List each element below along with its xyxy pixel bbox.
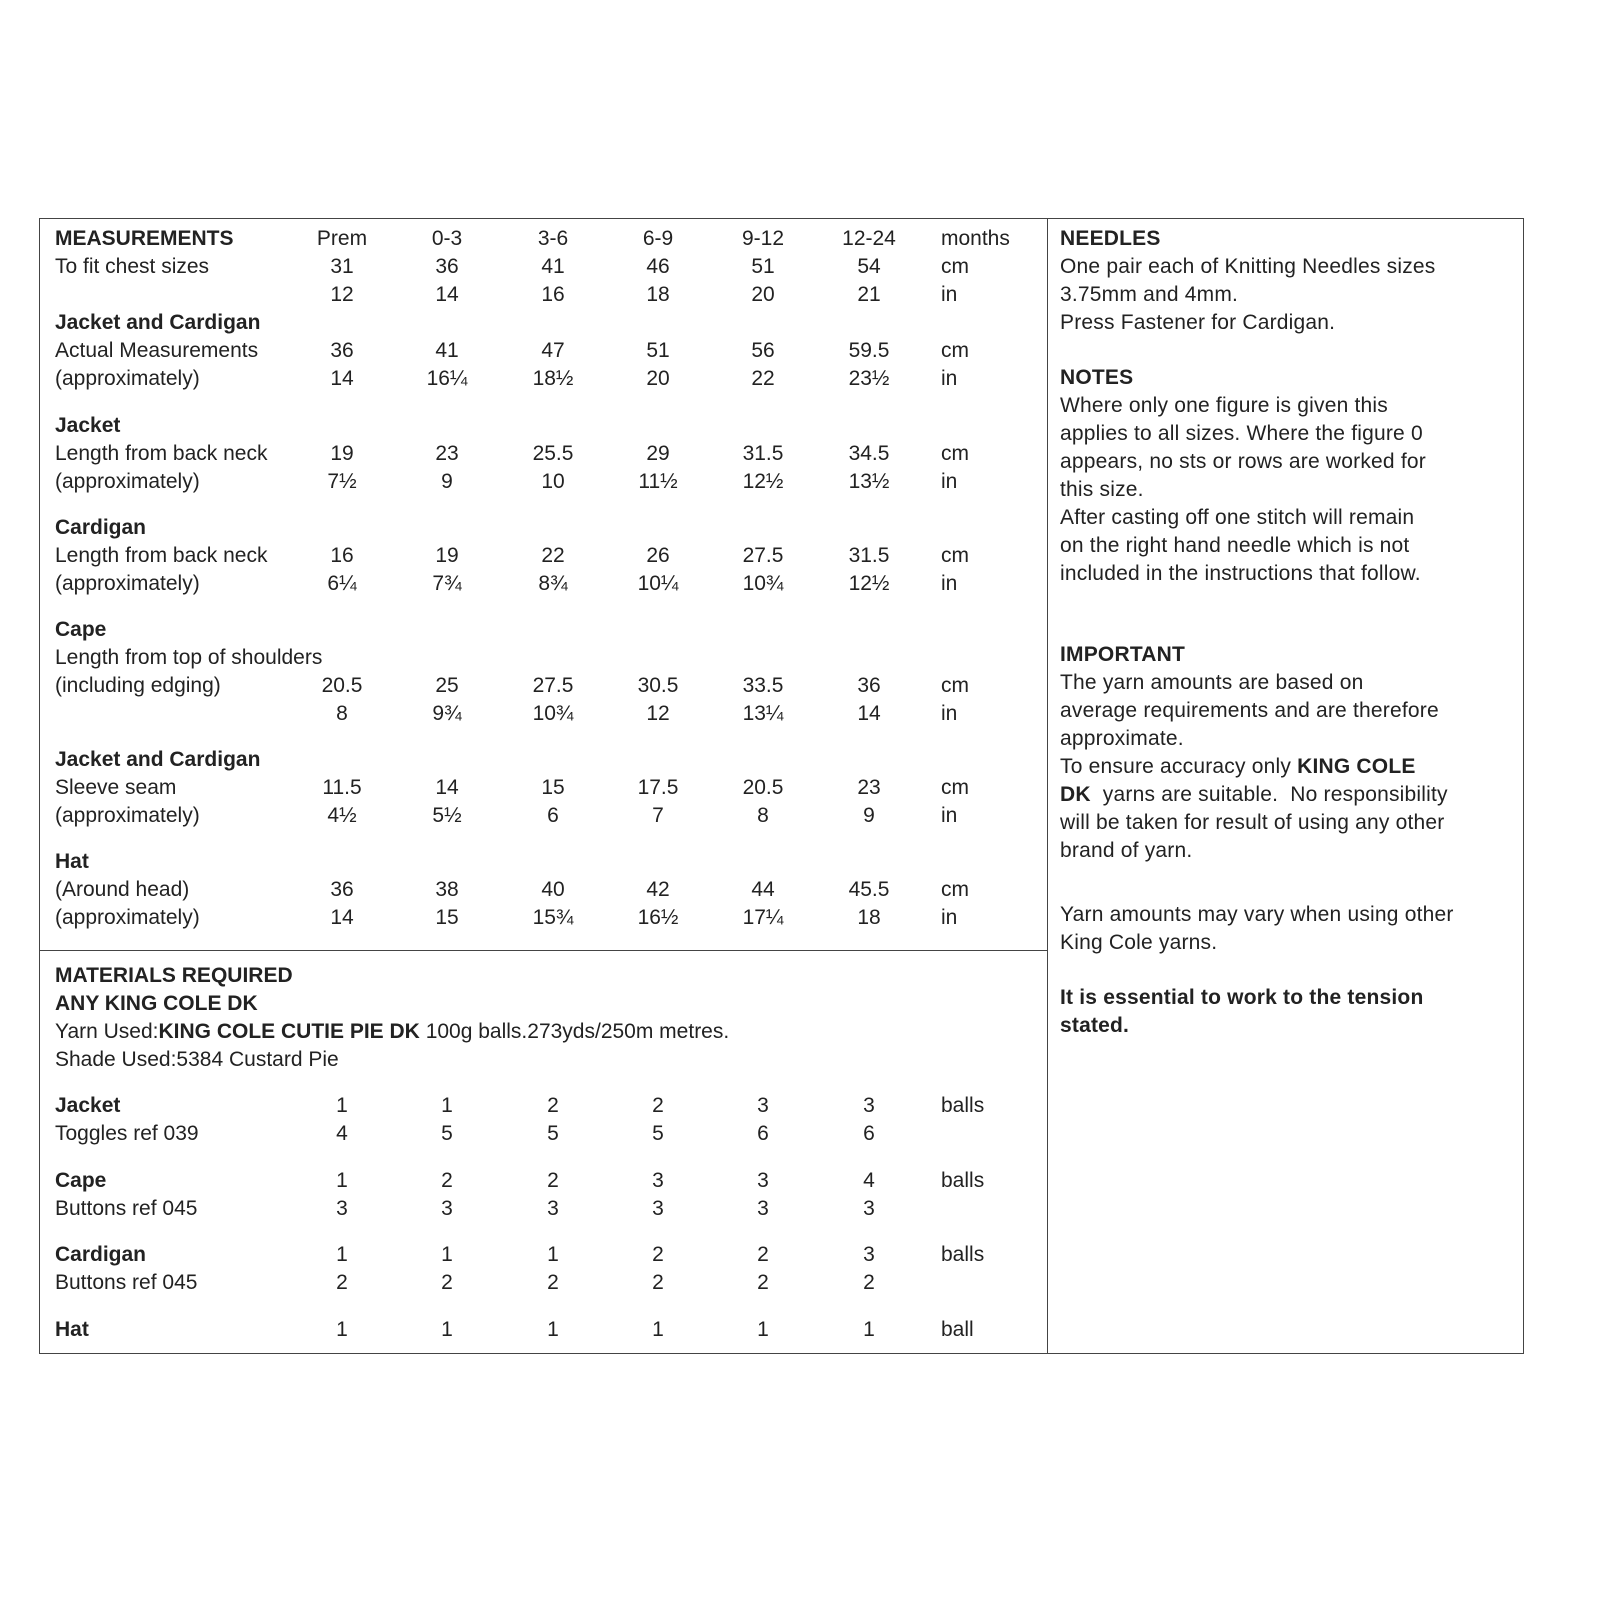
jacket-label: Jacket (55, 1094, 121, 1117)
value-in: 8¾ (538, 572, 568, 595)
value-cm: 22 (541, 544, 565, 567)
hat-heading: Hat (55, 850, 89, 873)
ball-count: 1 (441, 1094, 453, 1117)
value-in: 7½ (327, 470, 357, 493)
value-in: 4½ (327, 804, 357, 827)
row-label: Length from back neck (55, 544, 268, 567)
value-cm: 20.5 (321, 674, 363, 697)
value-in: 21 (857, 283, 881, 306)
value-cm: 44 (751, 878, 775, 901)
value-in: 14 (435, 283, 459, 306)
jacket-cardigan-heading: Jacket and Cardigan (55, 311, 261, 334)
notes-text: this size. (1060, 478, 1144, 501)
value-in: 7 (652, 804, 664, 827)
notes-text: on the right hand needle which is not (1060, 534, 1410, 557)
value-in: 18 (857, 906, 881, 929)
value-in: 12½ (848, 572, 890, 595)
ball-count: 1 (336, 1094, 348, 1117)
row-label: Sleeve seam (55, 776, 177, 799)
value-cm: 56 (751, 339, 775, 362)
value-in: 10¼ (637, 572, 679, 595)
accessory-count: 2 (441, 1271, 453, 1294)
value-in: 14 (857, 702, 881, 725)
ball-count: 2 (547, 1169, 559, 1192)
unit-label: balls (941, 1169, 985, 1192)
value-cm: 34.5 (848, 442, 890, 465)
accuracy-text: brand of yarn. (1060, 839, 1193, 862)
value-cm: 47 (541, 339, 565, 362)
notes-text: appears, no sts or rows are worked for (1060, 450, 1426, 473)
value-cm: 45.5 (848, 878, 890, 901)
accessory-count: 5 (547, 1122, 559, 1145)
value-cm: 19 (330, 442, 354, 465)
value-in: 9 (863, 804, 875, 827)
column-divider (1047, 219, 1048, 1353)
accessory-count: 2 (547, 1271, 559, 1294)
ball-count: 1 (336, 1318, 348, 1341)
unit-label: in (941, 470, 958, 493)
value-in: 6¼ (327, 572, 357, 595)
value-in: 9¾ (432, 702, 462, 725)
unit-label: in (941, 702, 958, 725)
value-cm: 14 (435, 776, 459, 799)
value-in: 7¾ (432, 572, 462, 595)
yarn-vary-text: King Cole yarns. (1060, 931, 1218, 954)
ball-count: 1 (757, 1318, 769, 1341)
accessory-count: 3 (652, 1197, 664, 1220)
notes-text: included in the instructions that follow. (1060, 562, 1421, 585)
row-label: Actual Measurements (55, 339, 259, 362)
value-cm: 38 (435, 878, 459, 901)
ball-count: 3 (757, 1094, 769, 1117)
row-label: (approximately) (55, 367, 200, 390)
value-cm: 27.5 (532, 674, 574, 697)
accessory-count: 5 (441, 1122, 453, 1145)
tension-note: stated. (1060, 1014, 1130, 1037)
value-in: 14 (330, 906, 354, 929)
yarn-vary-text: Yarn amounts may vary when using other (1060, 903, 1454, 926)
value-cm: 29 (646, 442, 670, 465)
value-cm: 46 (646, 255, 670, 278)
ball-count: 1 (441, 1243, 453, 1266)
ball-count: 1 (441, 1318, 453, 1341)
row-label: Length from top of shoulders (55, 646, 323, 669)
value-in: 16¼ (426, 367, 468, 390)
cardigan-label: Cardigan (55, 1243, 147, 1266)
accessory-count: 4 (336, 1122, 348, 1145)
value-in: 17¼ (742, 906, 784, 929)
pattern-info-frame (39, 218, 1524, 1354)
value-in: 16½ (637, 906, 679, 929)
accessory-count: 3 (336, 1197, 348, 1220)
accessory-label: Toggles ref 039 (55, 1122, 199, 1145)
value-in: 12 (330, 283, 354, 306)
value-cm: 23 (435, 442, 459, 465)
accessory-count: 2 (863, 1271, 875, 1294)
size-header: 3-6 (537, 227, 569, 250)
unit-label: in (941, 367, 958, 390)
accessory-count: 2 (757, 1271, 769, 1294)
ball-count: 1 (547, 1318, 559, 1341)
cape-heading: Cape (55, 618, 107, 641)
value-in: 16 (541, 283, 565, 306)
size-header: 6-9 (642, 227, 674, 250)
value-in: 15¾ (532, 906, 574, 929)
materials-heading: MATERIALS REQUIRED (55, 964, 293, 987)
size-header: 12-24 (842, 227, 896, 250)
accessory-count: 3 (441, 1197, 453, 1220)
yarn-details: 100g balls.273yds/250m metres. (419, 1020, 730, 1043)
accessory-count: 5 (652, 1122, 664, 1145)
brand-name: KING COLE (1297, 755, 1416, 778)
row-label: (including edging) (55, 674, 221, 697)
value-cm: 31.5 (848, 544, 890, 567)
needles-text: Press Fastener for Cardigan. (1060, 311, 1336, 334)
value-in: 12½ (742, 470, 784, 493)
ball-count: 3 (863, 1094, 875, 1117)
ball-count: 2 (441, 1169, 453, 1192)
value-cm: 11.5 (322, 776, 362, 799)
notes-heading: NOTES (1060, 366, 1134, 389)
unit-label: cm (941, 255, 969, 278)
brand-name: DK (1060, 783, 1091, 806)
value-cm: 41 (435, 339, 459, 362)
value-cm: 20.5 (742, 776, 784, 799)
value-cm: 51 (751, 255, 775, 278)
row-label: To fit chest sizes (55, 255, 210, 278)
needles-text: 3.75mm and 4mm. (1060, 283, 1239, 306)
value-in: 11½ (638, 470, 678, 493)
value-cm: 23 (857, 776, 881, 799)
shade-used: Shade Used:5384 Custard Pie (55, 1048, 339, 1071)
notes-text: After casting off one stitch will remain (1060, 506, 1415, 529)
unit-label: balls (941, 1094, 985, 1117)
accuracy-prefix: To ensure accuracy only (1060, 755, 1298, 778)
ball-count: 3 (757, 1169, 769, 1192)
unit-label: in (941, 906, 958, 929)
row-label: (Around head) (55, 878, 190, 901)
yarn-used-line (55, 1018, 729, 1046)
value-cm: 31 (330, 255, 354, 278)
value-cm: 36 (857, 674, 881, 697)
value-cm: 36 (330, 878, 354, 901)
yarn-name: KING COLE CUTIE PIE DK (158, 1020, 420, 1043)
value-in: 13½ (848, 470, 890, 493)
accessory-count: 3 (757, 1197, 769, 1220)
value-cm: 27.5 (742, 544, 784, 567)
value-cm: 36 (330, 339, 354, 362)
materials-subheading: ANY KING COLE DK (55, 992, 258, 1015)
important-text: approximate. (1060, 727, 1184, 750)
notes-text: Where only one figure is given this (1060, 394, 1388, 417)
value-in: 14 (330, 367, 354, 390)
value-cm: 59.5 (848, 339, 890, 362)
unit-label: cm (941, 544, 969, 567)
value-in: 12 (646, 702, 670, 725)
needles-text: One pair each of Knitting Needles sizes (1060, 255, 1436, 278)
unit-label: cm (941, 442, 969, 465)
unit-label: balls (941, 1243, 985, 1266)
value-cm: 36 (435, 255, 459, 278)
value-in: 23½ (848, 367, 890, 390)
row-label: (approximately) (55, 470, 200, 493)
value-cm: 31.5 (742, 442, 784, 465)
unit-label: ball (941, 1318, 974, 1341)
value-in: 20 (646, 367, 670, 390)
value-cm: 19 (435, 544, 459, 567)
unit-label: cm (941, 878, 969, 901)
value-cm: 26 (646, 544, 670, 567)
ball-count: 2 (757, 1243, 769, 1266)
ball-count: 1 (336, 1243, 348, 1266)
size-header: 0-3 (431, 227, 463, 250)
value-in: 22 (751, 367, 775, 390)
value-in: 15 (435, 906, 459, 929)
value-in: 8 (757, 804, 769, 827)
accessory-label: Buttons ref 045 (55, 1271, 198, 1294)
cape-label: Cape (55, 1169, 107, 1192)
ball-count: 2 (652, 1243, 664, 1266)
unit-label: cm (941, 339, 969, 362)
row-label: (approximately) (55, 572, 200, 595)
unit-label: in (941, 283, 958, 306)
accessory-count: 2 (652, 1271, 664, 1294)
ball-count: 2 (652, 1094, 664, 1117)
unit-label: months (941, 227, 1010, 250)
ball-count: 1 (336, 1169, 348, 1192)
unit-label: in (941, 572, 958, 595)
value-in: 6 (547, 804, 559, 827)
value-in: 18 (646, 283, 670, 306)
value-cm: 17.5 (637, 776, 679, 799)
ball-count: 4 (863, 1169, 875, 1192)
value-cm: 25.5 (532, 442, 574, 465)
row-label: Length from back neck (55, 442, 268, 465)
row-label: (approximately) (55, 804, 200, 827)
accessory-count: 6 (757, 1122, 769, 1145)
section-divider (40, 950, 1047, 951)
accuracy-text: will be taken for result of using any other (1060, 811, 1445, 834)
row-label: (approximately) (55, 906, 200, 929)
cardigan-heading: Cardigan (55, 516, 147, 539)
value-cm: 51 (646, 339, 670, 362)
accessory-count: 6 (863, 1122, 875, 1145)
value-in: 13¼ (742, 702, 784, 725)
unit-label: cm (941, 674, 969, 697)
accessory-count: 3 (863, 1197, 875, 1220)
ball-count: 3 (863, 1243, 875, 1266)
ball-count: 3 (652, 1169, 664, 1192)
value-cm: 25 (435, 674, 459, 697)
value-in: 10 (541, 470, 565, 493)
accessory-label: Buttons ref 045 (55, 1197, 198, 1220)
needles-heading: NEEDLES (1060, 227, 1161, 250)
important-text: average requirements and are therefore (1060, 699, 1439, 722)
jacket-heading: Jacket (55, 414, 121, 437)
size-header: 9-12 (741, 227, 785, 250)
value-in: 20 (751, 283, 775, 306)
value-cm: 41 (541, 255, 565, 278)
value-in: 18½ (532, 367, 574, 390)
ball-count: 1 (863, 1318, 875, 1341)
value-cm: 15 (541, 776, 565, 799)
accuracy-text: yarns are suitable. No responsibility (1090, 783, 1448, 806)
value-in: 8 (336, 702, 348, 725)
value-in: 5½ (432, 804, 462, 827)
accuracy-line (1060, 753, 1416, 781)
ball-count: 2 (547, 1094, 559, 1117)
value-in: 9 (441, 470, 453, 493)
unit-label: in (941, 804, 958, 827)
value-cm: 30.5 (637, 674, 679, 697)
accessory-count: 2 (336, 1271, 348, 1294)
ball-count: 1 (652, 1318, 664, 1341)
tension-note: It is essential to work to the tension (1060, 986, 1424, 1009)
yarn-used-prefix: Yarn Used: (55, 1020, 159, 1043)
value-cm: 54 (857, 255, 881, 278)
accuracy-line (1060, 781, 1448, 809)
value-cm: 40 (541, 878, 565, 901)
hat-label: Hat (55, 1318, 89, 1341)
notes-text: applies to all sizes. Where the figure 0 (1060, 422, 1423, 445)
sleeve-seam-heading: Jacket and Cardigan (55, 748, 261, 771)
value-in: 10¾ (532, 702, 574, 725)
accessory-count: 3 (547, 1197, 559, 1220)
value-cm: 16 (330, 544, 354, 567)
unit-label: cm (941, 776, 969, 799)
value-cm: 33.5 (742, 674, 784, 697)
size-header: Prem (316, 227, 368, 250)
value-cm: 42 (646, 878, 670, 901)
important-heading: IMPORTANT (1060, 643, 1186, 666)
ball-count: 1 (547, 1243, 559, 1266)
value-in: 10¾ (742, 572, 784, 595)
measurements-heading: MEASUREMENTS (55, 227, 234, 250)
important-text: The yarn amounts are based on (1060, 671, 1364, 694)
